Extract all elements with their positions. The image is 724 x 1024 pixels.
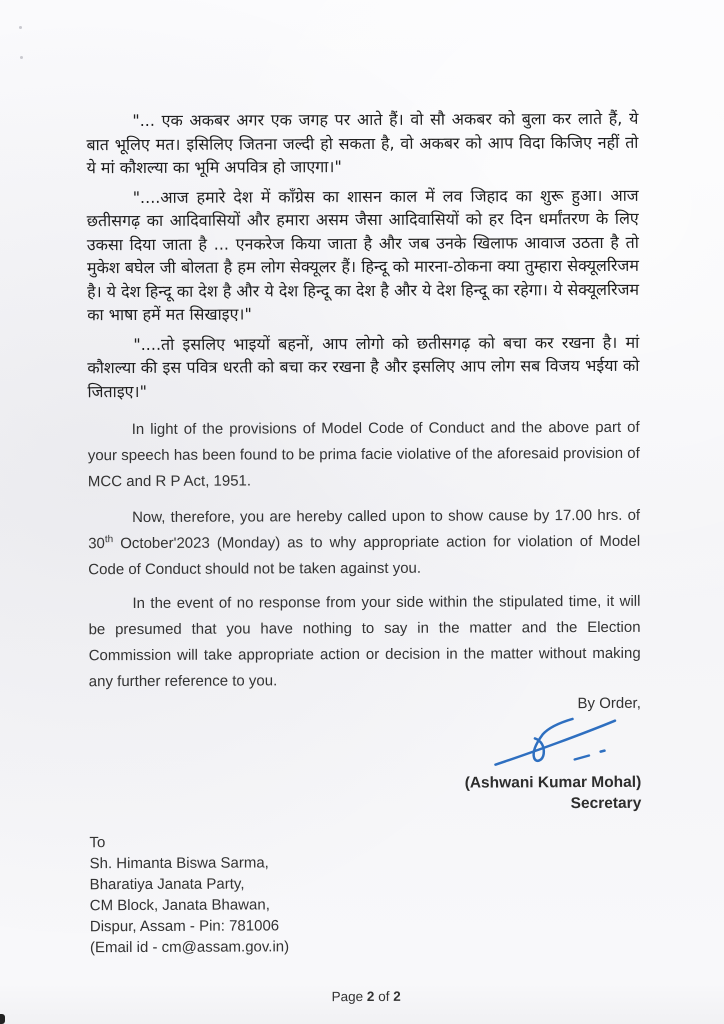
by-order-label: By Order, (577, 694, 641, 713)
hindi-speech-quote-3: "....तो इसलिए भाइयों बहनों, आप लोगो को छतीसगढ़ को बचा कर रखना है। मां कौशल्या की इस पवित्र धरती को बचा कर रखना है और इसलिए आप लोग सब विजय भईया को जिताइए।" (87, 332, 640, 401)
page-number: 2 (366, 988, 375, 1004)
signature-area (89, 714, 641, 772)
signature-stroke (575, 756, 589, 760)
mcc-violation-paragraph: In light of the provisions of Model Code of Conduct and the above part of your speech has been found to be prima facie violative of the aforesaid provision of MCC and R P Act, 1951. (87, 418, 640, 491)
signature-stroke (601, 751, 605, 752)
recipient-line: (Email id - cm@assam.gov.in) (89, 938, 290, 957)
recipient-block (89, 830, 642, 958)
of-label: of (378, 988, 390, 1004)
hindi-speech-quote-2: "....आज हमारे देश में काँग्रेस का शासन काल में लव जिहाद का शुरू हुआ। आज छतीसगढ़ का आदिवासियों और हमारा असम जैसा आदिवासियों को हर दिन धर्मांतरण के लिए उकसा दिया जाता है ... एनकरेज किया जाता है और जब उनके खिलाफ आवाज उठता है तो मुकेश बघेल जी बोलता है हम लोग सेक्यूलर हैं। हिन्दू को मारना-ठोकना क्या तुम्हारा सेक्यूलरिजम है। ये देश हिन्दू का देश है और ये देश हिन्दू का देश है और ये देश हिन्दू का रहेगा। ये सेक्यूलरिजम का भाषा हमें मत सिखाइए।" (86, 185, 640, 325)
letter-body (86, 0, 642, 1005)
to-label: To (89, 834, 106, 852)
recipient-line: Dispur, Assam - Pin: 781006 (89, 917, 280, 936)
recipient-line: Bharatiya Janata Party, (89, 875, 245, 894)
scan-speck (20, 56, 23, 59)
page-label: Page (331, 989, 364, 1005)
show-cause-paragraph (88, 503, 640, 583)
recipient-line: Sh. Himanta Biswa Sarma, (89, 854, 269, 873)
recipient-line: CM Block, Janata Bhawan, (89, 896, 270, 915)
scan-edge-mark (0, 1014, 5, 1024)
signature-stroke (495, 721, 615, 765)
show-cause-text-end: October'2023 (Monday) as to why appropriate action for violation of Model Code of Conduct should not be taken against you. (88, 532, 641, 579)
signatory-title: Secretary (570, 794, 642, 813)
page-footer (90, 988, 642, 1005)
signatory-name: (Ashwani Kumar Mohal) (464, 773, 642, 792)
signature-ink (485, 714, 635, 771)
no-response-paragraph: In the event of no response from your side within the stipulated time, it will be presumed that you have nothing to say in the matter and the Election Commission will take appropriate action or decision in the matter without making any further reference to you. (88, 592, 641, 691)
show-cause-text-start: Now, therefore, you are hereby called upon to show cause by 17.00 hrs. of 30 (88, 506, 641, 553)
scan-speck (19, 26, 22, 29)
ordinal-superscript: th (104, 534, 114, 546)
hindi-speech-quote-1: "... एक अकबर अगर एक जगह पर आते हैं। वो सौ अकबर को बुला कर लाते हैं, ये बात भूलिए मत। इसिलिए जितना जल्दी हो सकता है, वो अकबर को आप विदा किजिए नहीं तो ये मां कौशल्या का भूमि अपवित्र हो जाएगा।" (86, 108, 639, 178)
total-pages: 2 (393, 988, 401, 1004)
